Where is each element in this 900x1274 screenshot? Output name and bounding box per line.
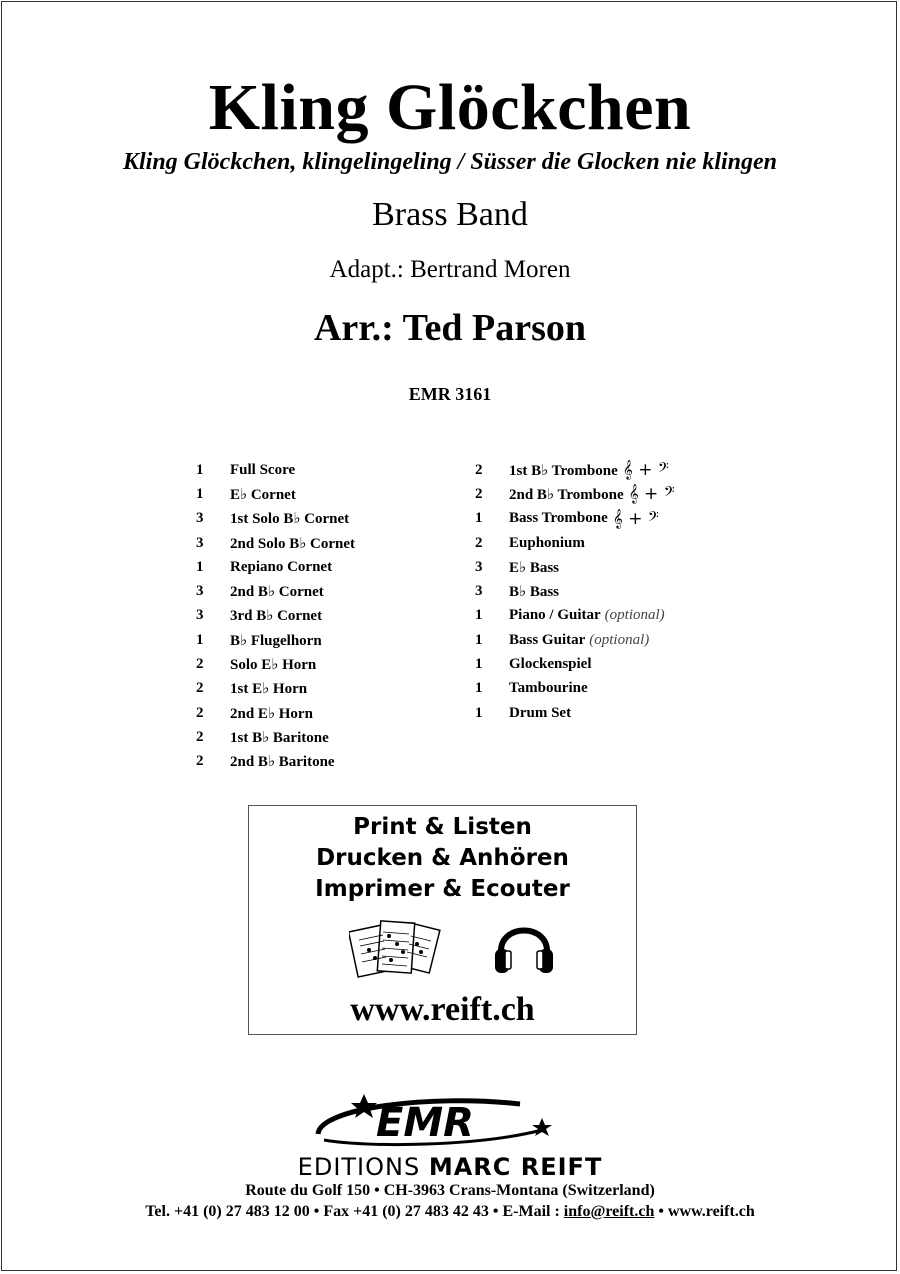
- part-row: [196, 604, 355, 628]
- promo-line-drucken: Drucken & Anhören: [316, 845, 569, 871]
- part-row: [475, 579, 675, 603]
- sheet-music-icon: [349, 914, 444, 984]
- part-row: [196, 628, 355, 652]
- part-name: Drum Set: [509, 704, 572, 721]
- part-quantity: 2: [196, 753, 204, 770]
- part-name: 1st B♭ Trombone: [509, 462, 618, 479]
- part-name: 2nd B♭ Cornet: [230, 584, 324, 601]
- part-name: 2nd E♭ Horn: [230, 705, 313, 722]
- part-row: [196, 531, 355, 555]
- part-row: [196, 677, 355, 701]
- part-name: B♭ Flugelhorn: [230, 632, 322, 649]
- publisher-contact: [0, 1203, 900, 1221]
- clef-icon: 𝄞 + 𝄢: [612, 508, 659, 529]
- part-quantity: 1: [475, 656, 483, 673]
- part-name: Repiano Cornet: [230, 558, 333, 575]
- part-quantity: 1: [475, 631, 483, 648]
- part-quantity: 2: [475, 534, 483, 551]
- part-row: [196, 652, 355, 676]
- part-row: [196, 482, 355, 506]
- part-row: [475, 677, 675, 701]
- part-name: Full Score: [230, 461, 296, 478]
- part-quantity: 2: [196, 728, 204, 745]
- part-row: [475, 458, 675, 482]
- part-name: 1st Solo B♭ Cornet: [230, 511, 350, 528]
- part-quantity: 2: [475, 485, 483, 502]
- part-name: 1st B♭ Baritone: [230, 729, 329, 746]
- part-quantity: 3: [475, 558, 483, 575]
- part-quantity: 1: [196, 485, 204, 502]
- clef-icon: 𝄞 + 𝄢: [628, 484, 675, 505]
- part-name: E♭ Bass: [509, 559, 560, 576]
- catalog-number: EMR 3161: [408, 384, 492, 404]
- part-name: Tambourine: [509, 680, 588, 697]
- headphones-icon: [489, 911, 559, 981]
- part-row: [475, 482, 675, 506]
- parts-list-left: [196, 458, 355, 774]
- publisher-name: [0, 1153, 900, 1181]
- publisher-name-editions: EDITIONS: [297, 1153, 429, 1181]
- part-quantity: 1: [475, 510, 483, 527]
- part-row: [196, 579, 355, 603]
- part-name: Glockenspiel: [509, 656, 592, 673]
- ensemble-label: Brass Band: [372, 196, 528, 233]
- part-quantity: 3: [196, 510, 204, 527]
- part-row: [196, 750, 355, 774]
- part-note: (optional): [604, 607, 665, 624]
- part-row: [475, 531, 675, 555]
- part-name: 2nd Solo B♭ Cornet: [230, 535, 356, 552]
- part-quantity: 3: [196, 607, 204, 624]
- email-link[interactable]: info@reift.ch: [563, 1203, 655, 1220]
- emr-logo: [310, 1090, 570, 1150]
- part-quantity: 1: [196, 461, 204, 478]
- promo-line-print: Print & Listen: [353, 814, 532, 840]
- part-name: Bass Guitar: [509, 631, 586, 648]
- part-row: [475, 701, 675, 725]
- website-url[interactable]: www.reift.ch: [350, 991, 535, 1028]
- parts-list-right: [475, 458, 675, 725]
- contact-website[interactable]: • www.reift.ch: [654, 1203, 755, 1220]
- part-row: [475, 604, 675, 628]
- part-quantity: 2: [475, 461, 483, 478]
- part-name: 3rd B♭ Cornet: [230, 608, 323, 625]
- print-listen-box[interactable]: [248, 805, 637, 1035]
- part-row: [475, 507, 675, 531]
- part-quantity: 3: [196, 534, 204, 551]
- part-name: Bass Trombone: [509, 510, 608, 527]
- promo-line-imprimer: Imprimer & Ecouter: [315, 876, 570, 902]
- part-quantity: 1: [196, 631, 204, 648]
- publisher-name-marc: MARC: [428, 1153, 521, 1181]
- part-quantity: 2: [196, 680, 204, 697]
- part-name: Solo E♭ Horn: [230, 657, 317, 674]
- part-row: [196, 725, 355, 749]
- part-name: 1st E♭ Horn: [230, 681, 308, 698]
- part-name: Piano / Guitar: [509, 607, 601, 624]
- part-note: (optional): [589, 631, 650, 648]
- publisher-address: Route du Golf 150 • CH-3963 Crans-Montana (Switzerland): [245, 1182, 655, 1199]
- part-row: [196, 701, 355, 725]
- part-name: 2nd B♭ Trombone: [509, 486, 624, 503]
- part-row: [196, 458, 355, 482]
- page-subtitle: Kling Glöckchen, klingelingeling / Süsser die Glocken nie klingen: [122, 149, 778, 175]
- part-quantity: 1: [196, 558, 204, 575]
- part-quantity: 1: [475, 704, 483, 721]
- part-quantity: 1: [475, 607, 483, 624]
- part-row: [475, 628, 675, 652]
- contact-phone-fax: Tel. +41 (0) 27 483 12 00 • Fax +41 (0) 27 483 42 43 • E-Mail :: [145, 1203, 564, 1220]
- adaptation-credit: Adapt.: Bertrand Moren: [329, 256, 571, 283]
- part-quantity: 2: [196, 656, 204, 673]
- part-name: Euphonium: [509, 534, 585, 551]
- part-quantity: 3: [196, 583, 204, 600]
- part-row: [196, 555, 355, 579]
- publisher-name-reift: REIFT: [520, 1153, 603, 1181]
- page-border: [1, 1, 897, 1271]
- part-quantity: 1: [475, 680, 483, 697]
- part-name: 2nd B♭ Baritone: [230, 754, 335, 771]
- part-name: B♭ Bass: [509, 584, 560, 601]
- part-name: E♭ Cornet: [230, 486, 296, 503]
- clef-icon: 𝄞 + 𝄢: [622, 460, 669, 481]
- part-quantity: 2: [196, 704, 204, 721]
- arranger-credit: Arr.: Ted Parson: [313, 307, 586, 349]
- part-row: [475, 652, 675, 676]
- part-quantity: 3: [475, 583, 483, 600]
- emr-logo-text: EMR: [376, 1100, 474, 1146]
- part-row: [196, 507, 355, 531]
- page-title: Kling Glöckchen: [208, 71, 692, 144]
- part-row: [475, 555, 675, 579]
